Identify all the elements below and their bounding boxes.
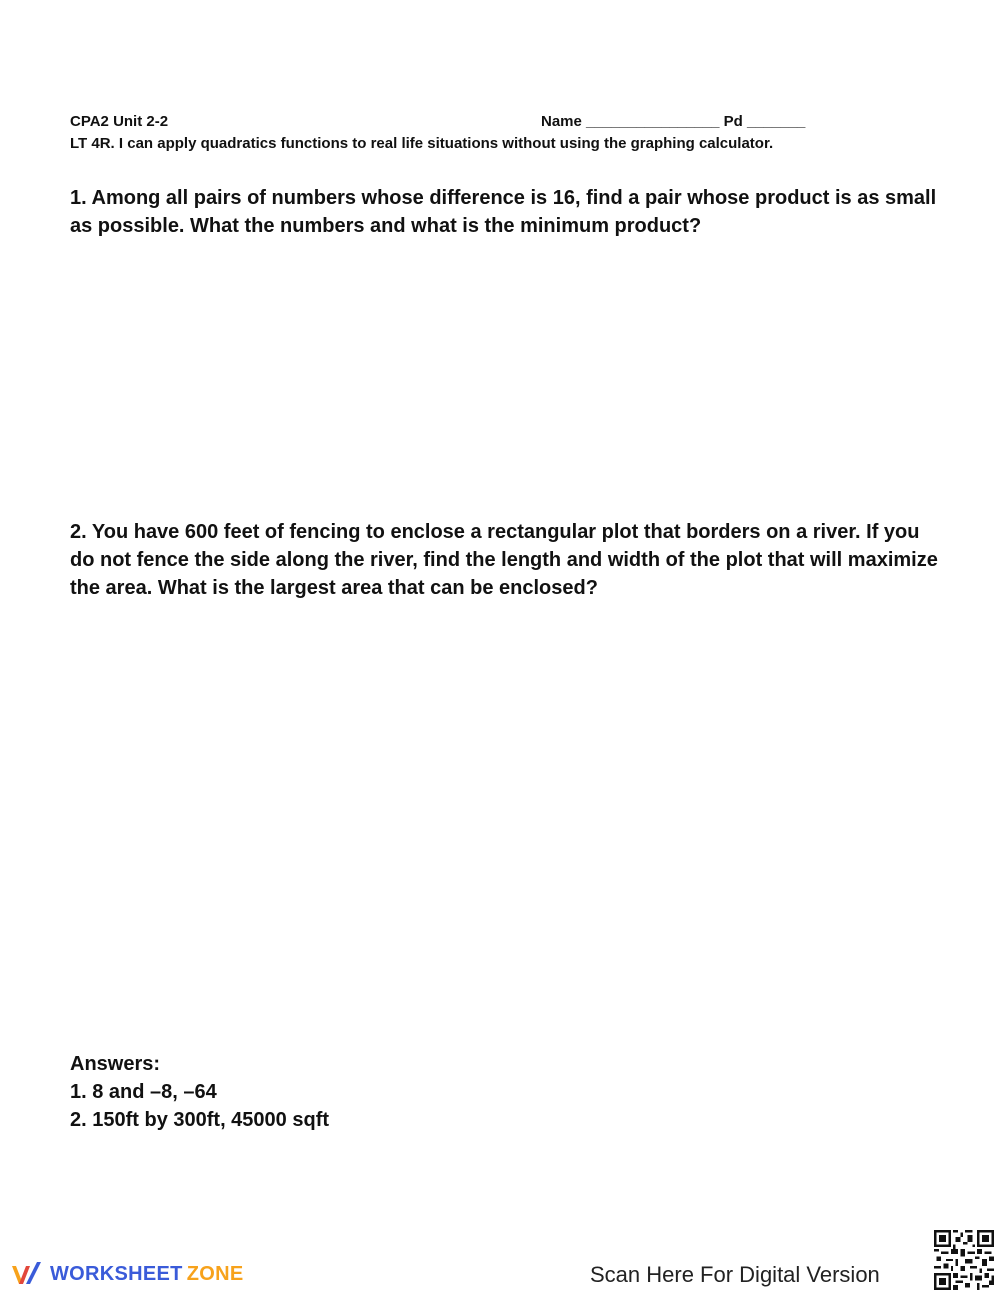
question-2: 2. You have 600 feet of fencing to enclose a rectangular plot that borders on a river. If you do not fence the side along the river, find the length and width of the plot that will maximize the area. What is the largest area that can be enclosed?: [70, 521, 938, 599]
brand-name-part1: WORKSHEET: [50, 1262, 183, 1285]
brand-mark-icon: [10, 1260, 44, 1288]
answers-heading: Answers:: [70, 1053, 161, 1075]
brand-name-part2: ZONE: [186, 1262, 244, 1285]
question-1: 1. Among all pairs of numbers whose difference is 16, find a pair whose product is as small as possible. What the numbers and what is the minimum product?: [70, 187, 937, 237]
scan-caption: Scan Here For Digital Version: [590, 1262, 880, 1287]
learning-target: LT 4R. I can apply quadratics functions to real life situations without using the graphing calculator.: [70, 135, 774, 152]
name-period-line: Name ________________ Pd _______: [541, 113, 806, 130]
answers-section: [70, 1050, 329, 1134]
course-unit-label: CPA2 Unit 2-2: [70, 113, 169, 130]
qr-code-icon[interactable]: [934, 1230, 994, 1290]
answer-2: 2. 150ft by 300ft, 45000 sqft: [70, 1109, 330, 1131]
worksheetzone-logo: [10, 1258, 243, 1290]
answer-1: 1. 8 and –8, –64: [70, 1081, 217, 1103]
